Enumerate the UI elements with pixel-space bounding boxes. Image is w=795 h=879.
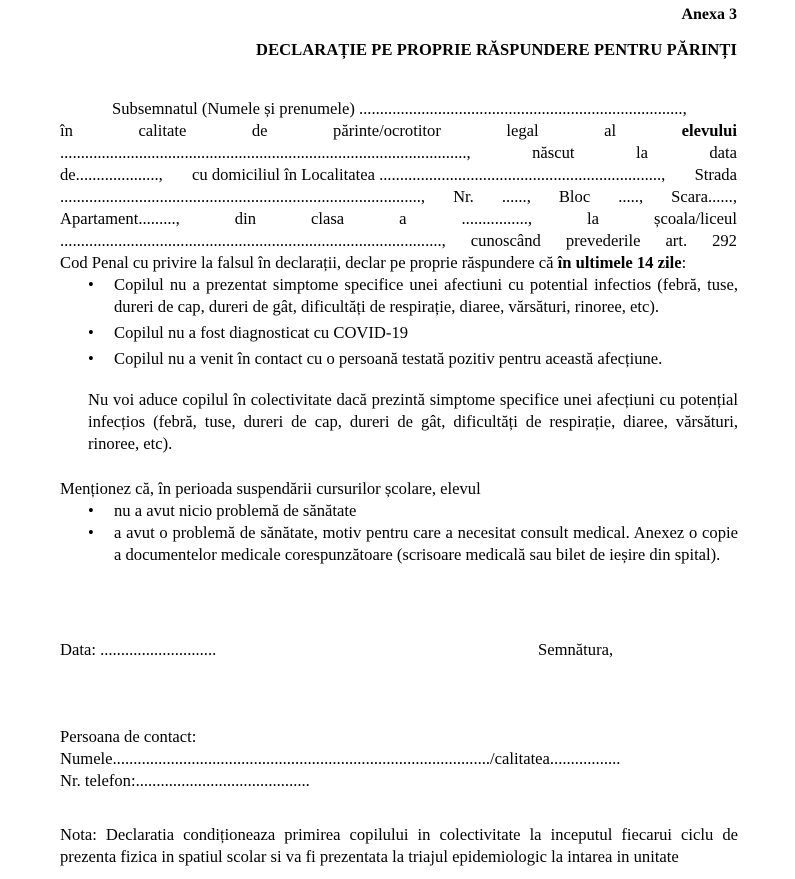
paragraph-colectivitate: Nu voi aduce copilul în colectivitate dacă prezintă simptome specifice unei afecțiuni cu potențial infecțios (febră, tuse, dureri de cap, dureri de gât, dificultăți de respirație, diaree, vărsături, rinoree, etc). — [88, 390, 738, 453]
note-text: Nota: Declaratia condiționeaza primirea copilului in colectivitate la inceputul fiecarui ciclu de prezenta fizica in spatiul scolar si va fi prezentata la triajul epidemiologic la intarea in unitate — [60, 825, 738, 866]
form-line-birth: .................................................................................................., născut la data — [60, 143, 737, 162]
form-line-class: Apartament........., din clasa a ................, la școala/liceul — [60, 209, 737, 228]
form-line-declaration: Cod Penal cu privire la falsul în declarații, declar pe proprie răspundere că în ultimele 14 zile: — [60, 253, 687, 272]
last-14-days: în ultimele 14 zile — [557, 253, 682, 272]
list-item: • Copilul nu a prezentat simptome specifice unei afectiuni cu potential infectios (febră, tuse, dureri de cap, dureri de gât, dificultăți de respirație, diaree, vărsături, rinoree, etc). — [88, 274, 738, 318]
list-item: • Copilul nu a venit în contact cu o persoană testată pozitiv pentru această afecțiune. — [88, 348, 738, 370]
mention-text: Menționez că, în perioada suspendării cursurilor școlare, elevul — [60, 479, 481, 498]
list-item: • nu a avut nicio problemă de sănătate — [88, 500, 738, 522]
symptom-list — [88, 274, 738, 374]
contact-title: Persoana de contact: — [60, 727, 197, 746]
list-item: • Copilul nu a fost diagnosticat cu COVID-19 — [88, 322, 738, 344]
form-line-name: Subsemnatul (Numele și prenumele) .............................................................................., — [112, 99, 687, 118]
contact-phone-field: Nr. telefon:.......................................... — [60, 771, 310, 790]
health-list — [88, 500, 738, 570]
annex-label: Anexa 3 — [681, 6, 737, 23]
form-line-school: ............................................................................................, cunoscând prevederile art. 292 — [60, 231, 737, 250]
contact-name-field: Numele.........................................................................................../calitatea................. — [60, 749, 621, 768]
form-line-street: ......................................................................................., Nr. ......, Bloc ....., Scara......, — [60, 187, 737, 206]
form-line-quality: în calitate de părinte/ocrotitor legal al elevului — [60, 121, 737, 140]
list-item: • a avut o problemă de sănătate, motiv pentru care a necesitat consult medical. Anexez o copie a documentelor medicale corespunzătoare (scrisoare medicală sau bilet de ieșire din spital). — [88, 522, 738, 566]
date-field: Data: ............................ — [60, 640, 217, 659]
signature-field: Semnătura, — [538, 640, 614, 659]
form-line-address: de...................., cu domiciliul în Localitatea ...................................................................., Strada — [60, 165, 737, 184]
student-label: elevului — [681, 121, 737, 140]
document-title: DECLARAȚIE PE PROPRIE RĂSPUNDERE PENTRU PĂRINȚI — [256, 40, 737, 59]
